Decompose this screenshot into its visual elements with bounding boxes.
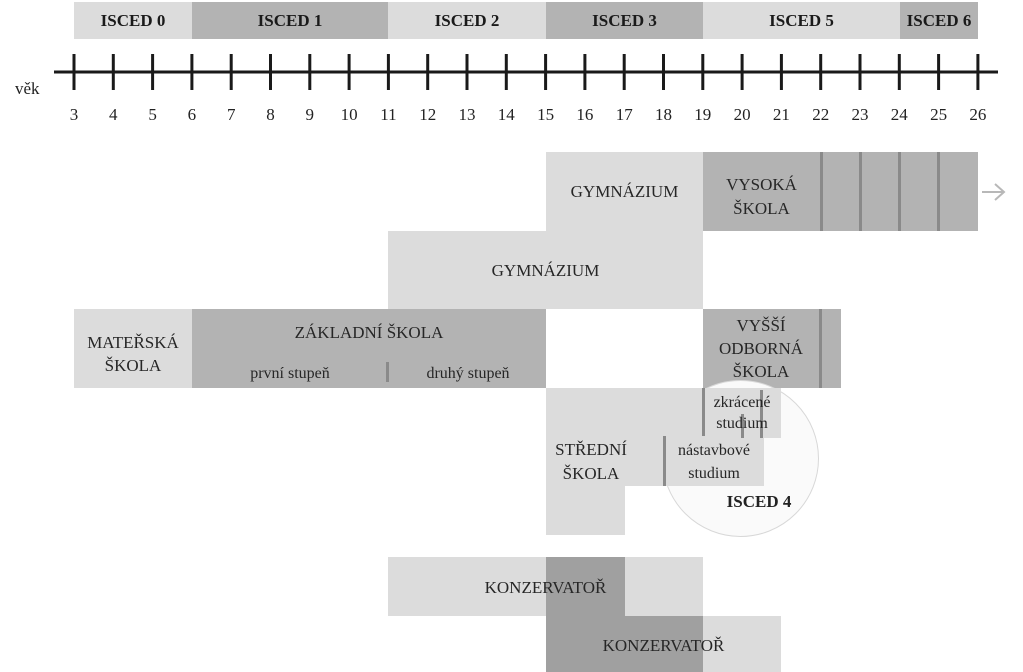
axis-label: věk [15, 79, 40, 98]
axis-tick-label: 24 [890, 105, 908, 124]
isced-band-label: ISCED 2 [434, 10, 500, 30]
axis-tick-label: 9 [305, 105, 315, 124]
materska-skola-label-1: MATEŘSKÁ [87, 333, 179, 352]
axis-tick-label: 3 [69, 105, 79, 124]
vs-year-separator [859, 152, 862, 231]
isced-band-label: ISCED 0 [100, 10, 166, 30]
isced-band-label: ISCED 1 [257, 10, 323, 30]
axis-tick-label: 17 [615, 105, 633, 124]
zkracene-studium-label-2: studium [716, 415, 768, 432]
isced-band-6 [900, 2, 978, 39]
stage-separator [386, 362, 389, 382]
stredni-skola-block-lower [546, 486, 625, 535]
prvni-stupen-label: první stupeň [250, 365, 330, 382]
axis-tick-label: 21 [772, 105, 790, 124]
vysoka-skola-label-2: ŠKOLA [733, 199, 790, 218]
axis-tick-label: 12 [419, 105, 437, 124]
axis-tick-label: 15 [537, 105, 555, 124]
vos-year-separator [819, 309, 822, 388]
konzervator-a-label: KONZERVATOŘ [484, 578, 607, 597]
axis-tick-label: 19 [694, 105, 712, 124]
isced-band-3 [546, 2, 703, 39]
zkracene-studium-label-1: zkrácené [713, 394, 771, 411]
druhy-stupen-label: druhý stupeň [426, 365, 510, 382]
stredni-skola-label-2: ŠKOLA [562, 464, 620, 483]
stredni-skola-label-1: STŘEDNÍ [555, 440, 627, 459]
isced-band-label: ISCED 6 [906, 10, 972, 30]
vysoka-skola-label-1: VYSOKÁ [726, 175, 797, 194]
axis-tick-label: 6 [187, 105, 197, 124]
axis-tick-label: 16 [576, 105, 594, 124]
axis-tick-label: 22 [812, 105, 830, 124]
axis-tick-label: 13 [458, 105, 476, 124]
nastavbove-studium-label-1: nástavbové [678, 442, 750, 459]
vs-year-separator [937, 152, 940, 231]
axis-tick-label: 25 [930, 105, 948, 124]
axis-tick-label: 18 [655, 105, 672, 124]
axis-tick-label: 20 [733, 105, 751, 124]
axis-tick-label: 23 [851, 105, 869, 124]
vyssi-odborna-label-2: ODBORNÁ [718, 339, 804, 358]
isced-band-2 [388, 2, 546, 39]
isced-band-label: ISCED 3 [592, 10, 657, 30]
axis-tick-label: 10 [340, 105, 358, 124]
isced-band-label: ISCED 5 [769, 10, 834, 30]
vs-year-separator [820, 152, 823, 231]
gymnazium-upper-label: GYMNÁZIUM [570, 182, 679, 201]
konzervator-b-label: KONZERVATOŘ [602, 636, 725, 655]
isced4-label: ISCED 4 [726, 492, 792, 511]
vyssi-odborna-label-3: ŠKOLA [732, 362, 790, 381]
axis-tick-label: 14 [497, 105, 515, 124]
zakladni-skola-label: ZÁKLADNÍ ŠKOLA [294, 323, 444, 342]
vyssi-odborna-label-1: VYŠŠÍ [736, 316, 786, 335]
arrow-right-icon [980, 180, 1008, 204]
vs-year-separator [898, 152, 901, 231]
axis-tick-label: 11 [380, 105, 397, 124]
axis-tick-label: 4 [109, 105, 118, 124]
axis-tick-label: 26 [969, 105, 987, 124]
isced-band-0 [74, 2, 192, 39]
gymnazium-middle-label: GYMNÁZIUM [491, 261, 600, 280]
materska-skola-label-2: ŠKOLA [104, 356, 162, 375]
nastavbove-studium-label-2: studium [688, 465, 740, 482]
axis-tick-label: 8 [266, 105, 275, 124]
axis-tick-label: 5 [148, 105, 157, 124]
isced-band-1 [192, 2, 388, 39]
age-axis [0, 50, 1023, 100]
axis-tick-label: 7 [226, 105, 236, 124]
isced-band-5 [703, 2, 900, 39]
